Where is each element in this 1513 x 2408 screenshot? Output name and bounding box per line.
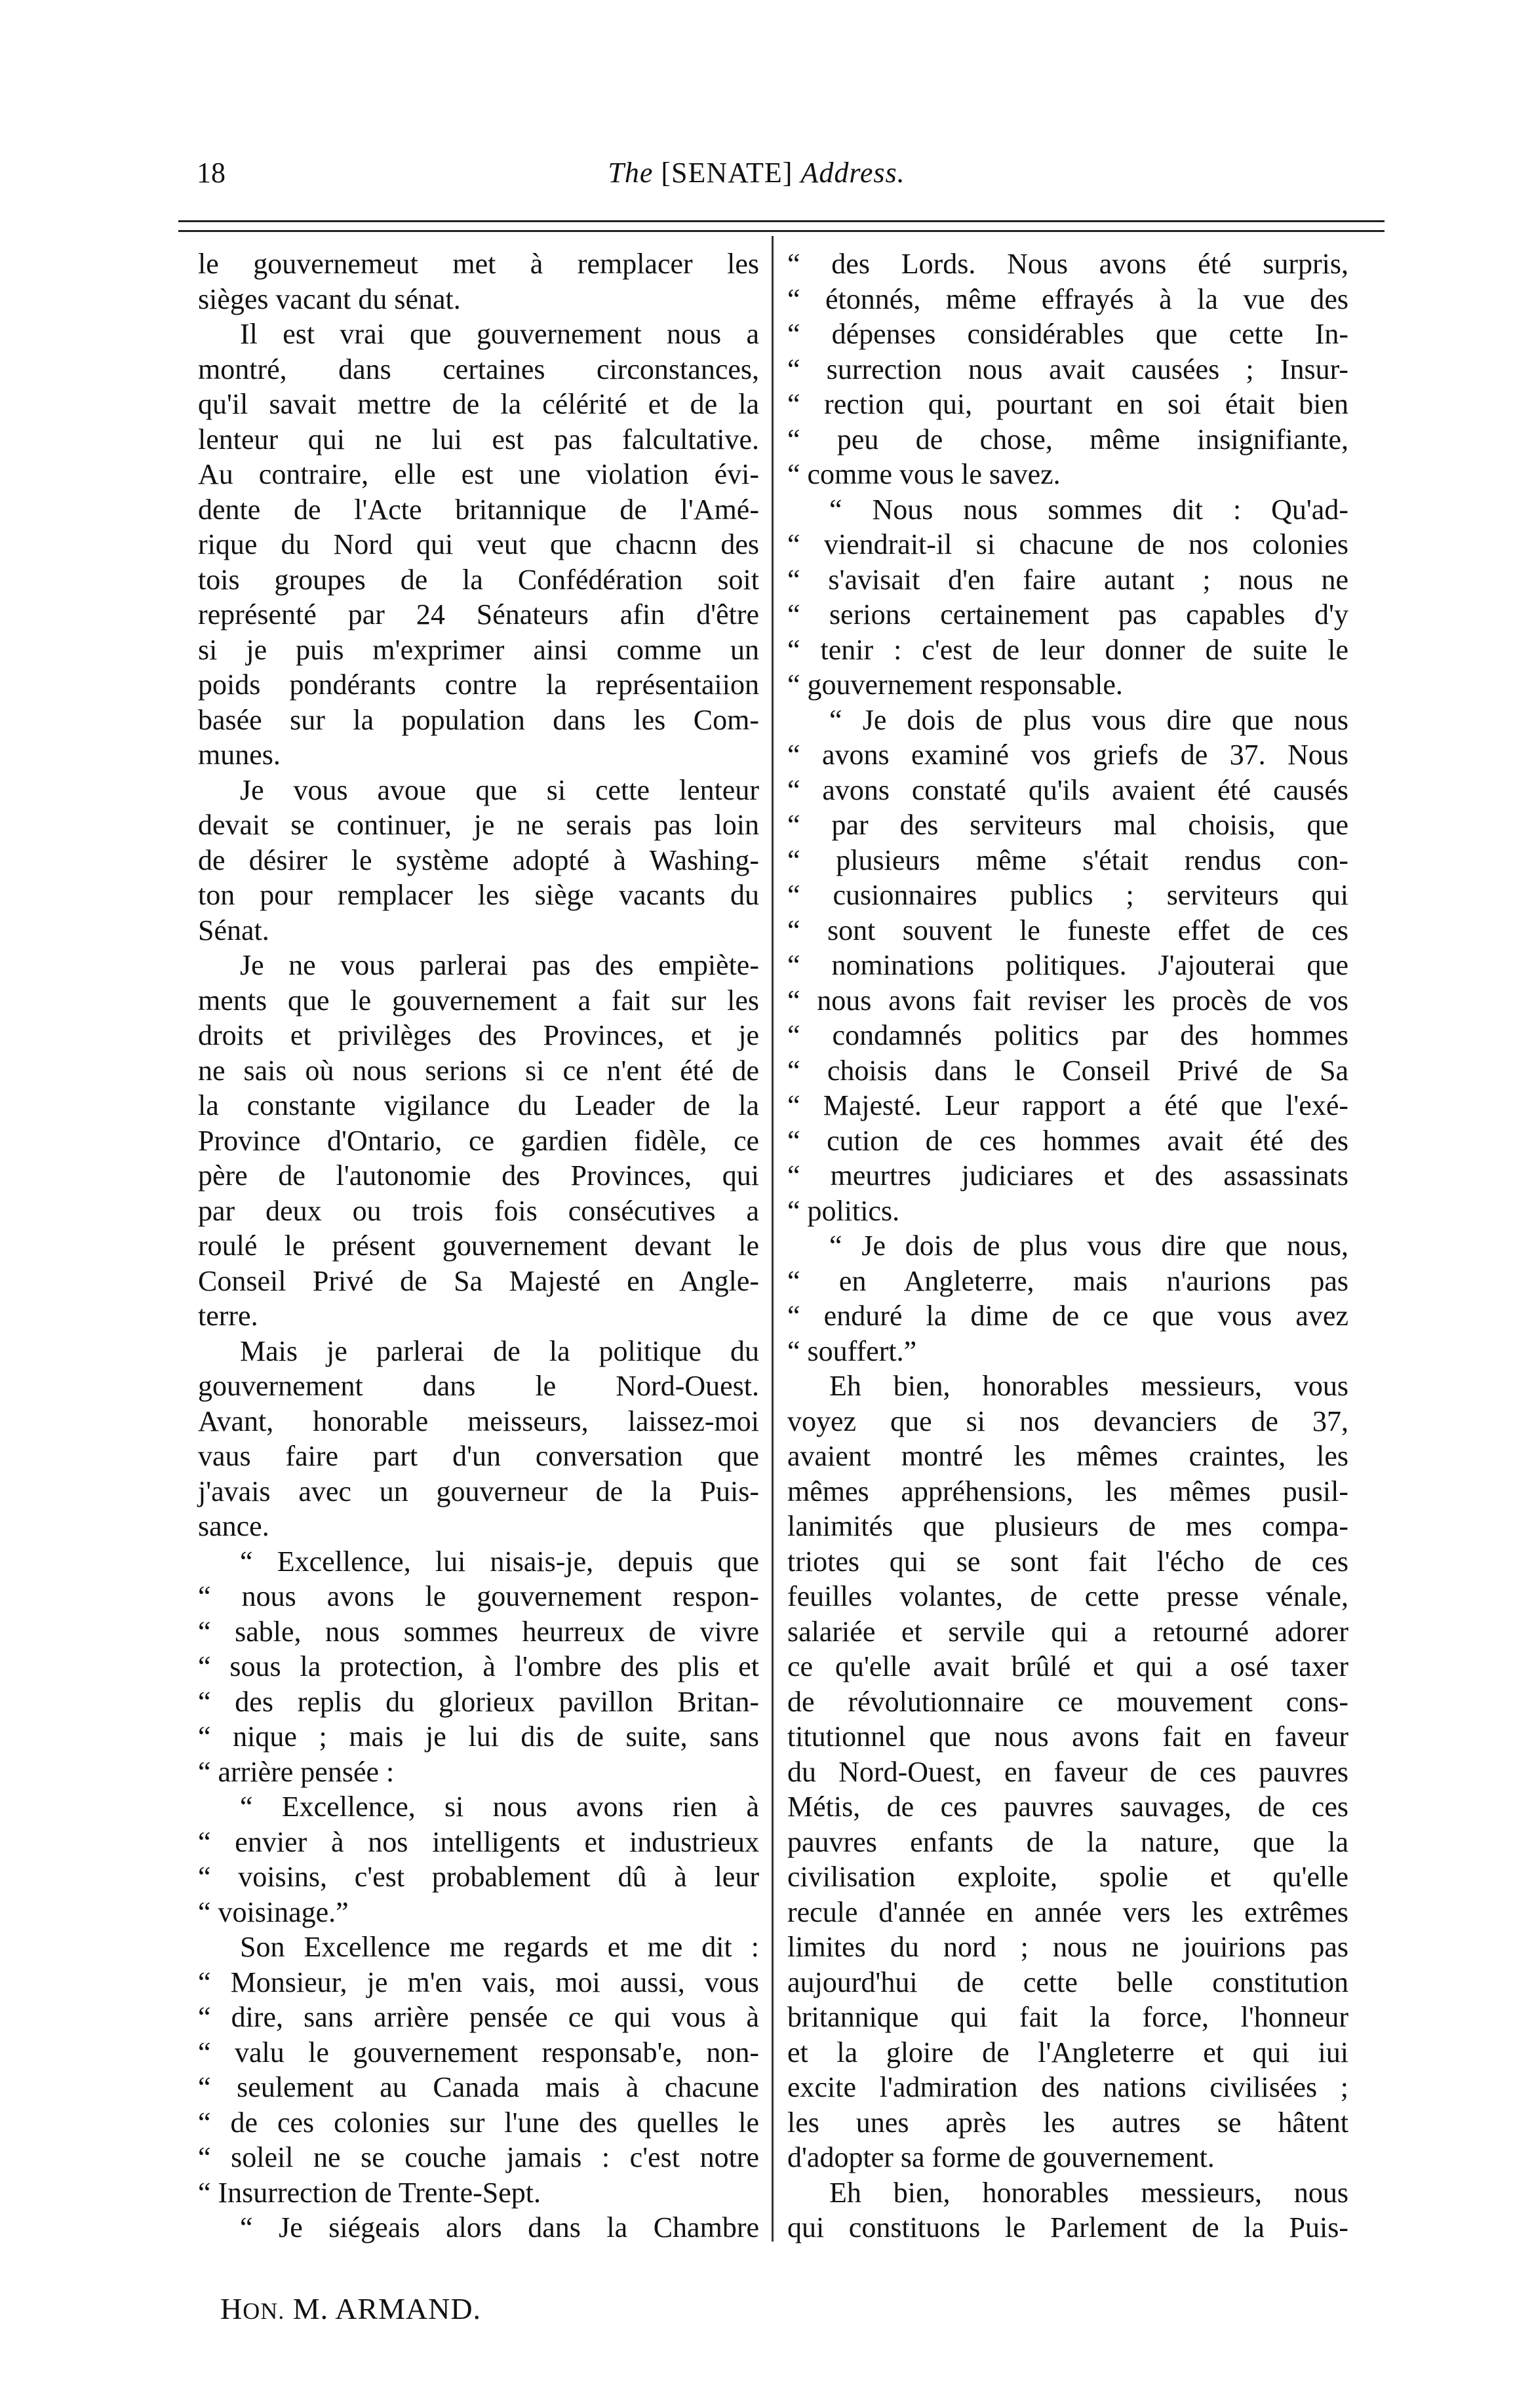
text-line: “ sous la protection, à l'ombre des plis et (198, 1650, 759, 1682)
text-line: voyez que si nos devanciers de 37, (787, 1405, 1348, 1437)
text-line: “ de ces colonies sur l'une des quelles le (198, 2106, 759, 2139)
text-line: Avant, honorable meisseurs, laissez-moi (198, 1405, 759, 1437)
text-line: “ nique ; mais je lui dis de suite, sans (198, 1720, 759, 1753)
text-line: triotes qui se sont fait l'écho de ces (787, 1545, 1348, 1578)
text-line: limites du nord ; nous ne jouirions pas (787, 1931, 1348, 1963)
text-line: “ plusieurs même s'était rendus con- (787, 844, 1348, 876)
text-line: “ nominations politiques. J'ajouterai que (787, 949, 1348, 981)
text-line: “ surrection nous avait causées ; Insur- (787, 353, 1348, 385)
text-line: “ en Angleterre, mais n'aurions pas (787, 1264, 1348, 1297)
text-line: Je vous avoue que si cette lenteur (240, 773, 759, 806)
text-line: le gouvernemeut met à remplacer les (198, 248, 759, 280)
text-line: titutionnel que nous avons fait en faveur (787, 1720, 1348, 1753)
text-line: “ valu le gouvernement responsab'e, non- (198, 2036, 759, 2068)
text-line: “ viendrait-il si chacune de nos colonies (787, 528, 1348, 560)
text-line: les unes après les autres se hâtent (787, 2106, 1348, 2139)
text-line: “ tenir : c'est de leur donner de suite le (787, 633, 1348, 666)
text-line: “ sable, nous sommes heurreux de vivre (198, 1615, 759, 1648)
text-line: vaus faire part d'un conversation que (198, 1440, 759, 1472)
text-line: droits et privilèges des Provinces, et je (198, 1019, 759, 1051)
running-head-address: Address. (800, 157, 905, 189)
text-line: civilisation exploite, spolie et qu'elle (787, 1861, 1348, 1893)
text-line: “ comme vous le savez. (787, 458, 1061, 490)
text-line: “ par des serviteurs mal choisis, que (787, 809, 1348, 841)
text-line: sance. (198, 1510, 269, 1542)
text-line: montré, dans certaines circonstances, (198, 353, 759, 385)
text-line: “ Insurrection de Trente-Sept. (198, 2176, 541, 2209)
text-line: pauvres enfants de la nature, que la (787, 1825, 1348, 1858)
text-line: ments que le gouvernement a fait sur les (198, 984, 759, 1017)
text-line: munes. (198, 739, 281, 771)
text-line: qu'il savait mettre de la célérité et de la (198, 388, 759, 420)
text-line: Métis, de ces pauvres sauvages, de ces (787, 1791, 1348, 1823)
text-line: “ gouvernement responsable. (787, 669, 1123, 701)
text-line: Eh bien, honorables messieurs, vous (829, 1370, 1348, 1402)
text-line: terre. (198, 1300, 258, 1332)
signature-h: H (220, 2292, 243, 2325)
text-line: lenteur qui ne lui est pas falcultative. (198, 423, 759, 456)
text-line: “ avons constaté qu'ils avaient été causés (787, 773, 1348, 806)
text-line: Son Excellence me regards et me dit : (240, 1931, 759, 1963)
text-line: dente de l'Acte britannique de l'Amé- (198, 493, 759, 526)
text-line: “ souffert.” (787, 1334, 917, 1367)
text-line: excite l'admiration des nations civilisées ; (787, 2071, 1348, 2103)
right-column (787, 246, 1348, 2245)
text-line: “ cusionnaires publics ; serviteurs qui (787, 879, 1348, 911)
text-line: “ Nous nous sommes dit : Qu'ad- (829, 493, 1348, 526)
text-line: “ des Lords. Nous avons été surpris, (787, 248, 1348, 280)
text-line: gouvernement dans le Nord-Ouest. (198, 1370, 759, 1402)
text-line: “ condamnés politics par des hommes (787, 1019, 1348, 1051)
text-line: “ cution de ces hommes avait été des (787, 1124, 1348, 1157)
signature-on: ON. (243, 2298, 285, 2324)
text-line: avaient montré les mêmes craintes, les (787, 1440, 1348, 1472)
signature-name: M. ARMAND. (285, 2292, 482, 2325)
text-line: “ serions certainement pas capables d'y (787, 598, 1348, 631)
signature (220, 2291, 481, 2326)
text-line: Eh bien, honorables messieurs, nous (829, 2176, 1348, 2209)
text-line: Sénat. (198, 914, 269, 946)
text-line: j'avais avec un gouverneur de la Puis- (198, 1475, 759, 1507)
text-line: mêmes appréhensions, les mêmes pusil- (787, 1475, 1348, 1507)
text-line: “ Majesté. Leur rapport a été que l'exé- (787, 1089, 1348, 1121)
running-head-senate: [SENATE] (661, 157, 793, 189)
text-line: Province d'Ontario, ce gardien fidèle, ce (198, 1124, 759, 1157)
text-line: “ enduré la dime de ce que vous avez (787, 1300, 1348, 1332)
text-line: la constante vigilance du Leader de la (198, 1089, 759, 1121)
text-line: salariée et servile qui a retourné adorer (787, 1615, 1348, 1648)
text-line: lanimités que plusieurs de mes compa- (787, 1510, 1348, 1542)
text-line: “ nous avons le gouvernement respon- (198, 1580, 759, 1612)
text-line: “ soleil ne se couche jamais : c'est notre (198, 2141, 759, 2173)
text-line: “ Excellence, lui nisais-je, depuis que (240, 1545, 759, 1578)
text-line: devait se continuer, je ne serais pas loin (198, 809, 759, 841)
text-line: aujourd'hui de cette belle constitution (787, 1966, 1348, 1998)
running-head (0, 156, 1513, 189)
text-line: “ sont souvent le funeste effet de ces (787, 914, 1348, 946)
text-line: “ meurtres judiciares et des assassinats (787, 1159, 1348, 1192)
text-line: “ politics. (787, 1194, 900, 1227)
left-column (198, 246, 759, 2245)
text-line: “ dépenses considérables que cette In- (787, 318, 1348, 350)
text-line: et la gloire de l'Angleterre et qui iui (787, 2036, 1348, 2068)
text-line: par deux ou trois fois consécutives a (198, 1194, 759, 1227)
text-line: “ seulement au Canada mais à chacune (198, 2071, 759, 2103)
text-line: père de l'autonomie des Provinces, qui (198, 1159, 759, 1192)
text-line: “ Je dois de plus vous dire que nous (829, 703, 1348, 736)
text-line: feuilles volantes, de cette presse vénale, (787, 1580, 1348, 1612)
text-line: d'adopter sa forme de gouvernement. (787, 2141, 1215, 2173)
text-line: tois groupes de la Confédération soit (198, 563, 759, 596)
text-line: “ s'avisait d'en faire autant ; nous ne (787, 563, 1348, 596)
header-rule-top (178, 220, 1385, 222)
text-line: de révolutionnaire ce mouvement cons- (787, 1685, 1348, 1718)
text-line: du Nord-Ouest, en faveur de ces pauvres (787, 1755, 1348, 1788)
text-line: sièges vacant du sénat. (198, 282, 461, 315)
text-line: “ choisis dans le Conseil Privé de Sa (787, 1054, 1348, 1087)
column-divider (772, 236, 774, 2242)
text-line: “ des replis du glorieux pavillon Britan- (198, 1685, 759, 1718)
text-line: Au contraire, elle est une violation évi- (198, 458, 759, 490)
text-line: “ nous avons fait reviser les procès de vos (787, 984, 1348, 1017)
text-line: ce qu'elle avait brûlé et qui a osé taxer (787, 1650, 1348, 1682)
text-line: si je puis m'exprimer ainsi comme un (198, 633, 759, 666)
text-line: basée sur la population dans les Com- (198, 703, 759, 736)
header-rule-bottom (178, 230, 1385, 232)
page-number: 18 (197, 157, 226, 189)
text-line: qui constituons le Parlement de la Puis- (787, 2211, 1348, 2243)
text-line: Il est vrai que gouvernement nous a (240, 318, 759, 350)
text-line: “ Monsieur, je m'en vais, moi aussi, vous (198, 1966, 759, 1998)
text-line: “ voisins, c'est probablement dû à leur (198, 1861, 759, 1893)
text-line: Conseil Privé de Sa Majesté en Angle- (198, 1264, 759, 1297)
text-line: ton pour remplacer les siège vacants du (198, 879, 759, 911)
text-line: recule d'année en année vers les extrêmes (787, 1895, 1348, 1928)
text-line: “ Excellence, si nous avons rien à (240, 1791, 759, 1823)
text-line: “ arrière pensée : (198, 1755, 395, 1788)
text-line: rique du Nord qui veut que chacnn des (198, 528, 759, 560)
text-line: britannique qui fait la force, l'honneur (787, 2001, 1348, 2033)
text-line: “ envier à nos intelligents et industrieux (198, 1825, 759, 1858)
text-line: “ voisinage.” (198, 1895, 349, 1928)
text-line: “ Je siégeais alors dans la Chambre (240, 2211, 759, 2243)
text-line: ne sais où nous serions si ce n'ent été de (198, 1054, 759, 1087)
running-head-the: The (608, 157, 654, 189)
text-line: “ rection qui, pourtant en soi était bien (787, 388, 1348, 420)
text-line: de désirer le système adopté à Washing- (198, 844, 759, 876)
text-line: “ Je dois de plus vous dire que nous, (829, 1230, 1348, 1262)
text-line: Mais je parlerai de la politique du (240, 1334, 759, 1367)
text-line: roulé le présent gouvernement devant le (198, 1230, 759, 1262)
text-line: “ avons examiné vos griefs de 37. Nous (787, 739, 1348, 771)
text-line: “ peu de chose, même insignifiante, (787, 423, 1348, 456)
text-line: “ étonnés, même effrayés à la vue des (787, 282, 1348, 315)
text-line: poids pondérants contre la représentaiion (198, 669, 759, 701)
text-line: Je ne vous parlerai pas des empiète- (240, 949, 759, 981)
text-line: représenté par 24 Sénateurs afin d'être (198, 598, 759, 631)
text-line: “ dire, sans arrière pensée ce qui vous à (198, 2001, 759, 2033)
